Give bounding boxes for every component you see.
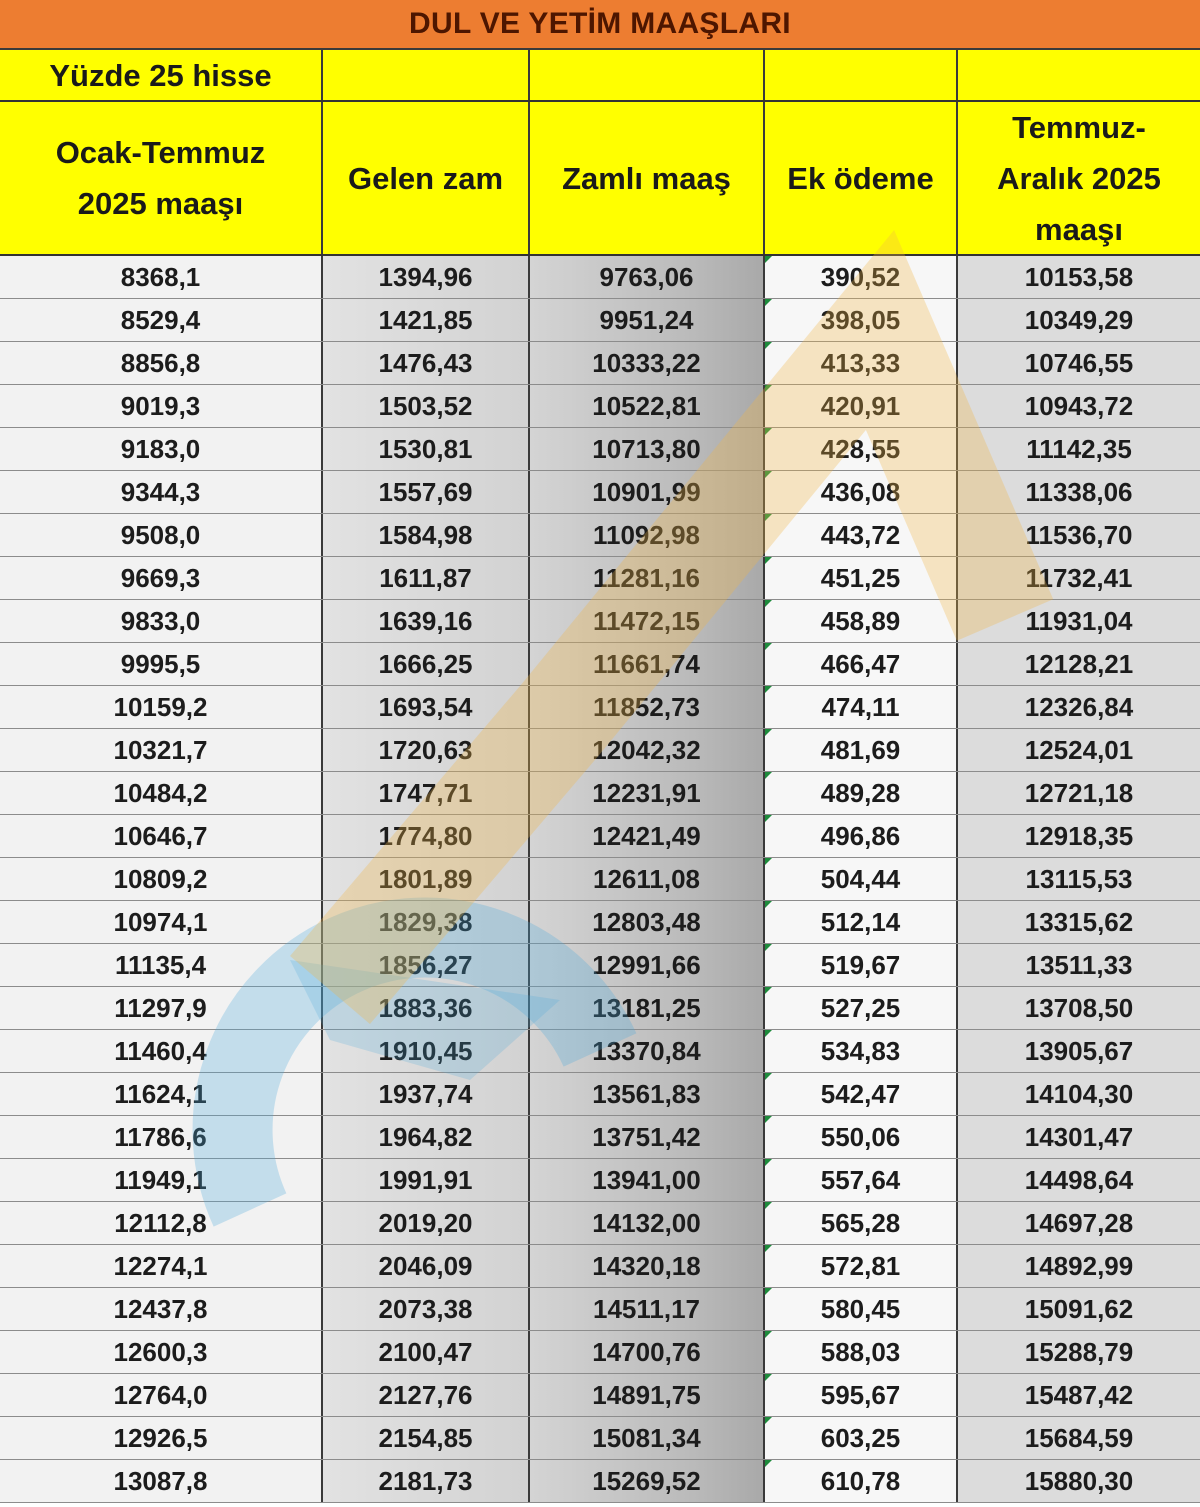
cell-ek-odeme: 398,05 <box>765 299 958 341</box>
cell-ocak-temmuz-maas: 12437,8 <box>0 1288 323 1330</box>
cell-ek-odeme: 572,81 <box>765 1245 958 1287</box>
cell-zamli-maas: 12231,91 <box>530 772 765 814</box>
cell-zamli-maas: 12991,66 <box>530 944 765 986</box>
cell-gelen-zam: 1503,52 <box>323 385 530 427</box>
cell-gelen-zam: 1611,87 <box>323 557 530 599</box>
cell-gelen-zam: 2046,09 <box>323 1245 530 1287</box>
cell-temmuz-aralik-maas: 11931,04 <box>958 600 1200 642</box>
table-row <box>0 428 1200 471</box>
table-row <box>0 1417 1200 1460</box>
table-row <box>0 557 1200 600</box>
cell-zamli-maas: 11281,16 <box>530 557 765 599</box>
cell-zamli-maas: 11472,15 <box>530 600 765 642</box>
cell-gelen-zam: 2127,76 <box>323 1374 530 1416</box>
column-header-gelen-zam: Gelen zam <box>323 102 530 254</box>
cell-ocak-temmuz-maas: 9669,3 <box>0 557 323 599</box>
cell-ocak-temmuz-maas: 13087,8 <box>0 1460 323 1502</box>
cell-temmuz-aralik-maas: 11732,41 <box>958 557 1200 599</box>
cell-ocak-temmuz-maas: 10974,1 <box>0 901 323 943</box>
cell-ek-odeme: 527,25 <box>765 987 958 1029</box>
cell-temmuz-aralik-maas: 12721,18 <box>958 772 1200 814</box>
table-row <box>0 1245 1200 1288</box>
cell-ocak-temmuz-maas: 11786,6 <box>0 1116 323 1158</box>
cell-ek-odeme: 519,67 <box>765 944 958 986</box>
table-row <box>0 815 1200 858</box>
table-row <box>0 686 1200 729</box>
cell-zamli-maas: 10901,99 <box>530 471 765 513</box>
cell-zamli-maas: 10333,22 <box>530 342 765 384</box>
cell-gelen-zam: 1856,27 <box>323 944 530 986</box>
cell-ocak-temmuz-maas: 8368,1 <box>0 256 323 298</box>
table-row <box>0 514 1200 557</box>
cell-zamli-maas: 14320,18 <box>530 1245 765 1287</box>
cell-ocak-temmuz-maas: 10159,2 <box>0 686 323 728</box>
cell-ocak-temmuz-maas: 10321,7 <box>0 729 323 771</box>
cell-ek-odeme: 451,25 <box>765 557 958 599</box>
table-row <box>0 1374 1200 1417</box>
cell-zamli-maas: 10713,80 <box>530 428 765 470</box>
cell-ocak-temmuz-maas: 12764,0 <box>0 1374 323 1416</box>
cell-zamli-maas: 10522,81 <box>530 385 765 427</box>
cell-gelen-zam: 1910,45 <box>323 1030 530 1072</box>
cell-gelen-zam: 1829,38 <box>323 901 530 943</box>
cell-zamli-maas: 12803,48 <box>530 901 765 943</box>
cell-gelen-zam: 1394,96 <box>323 256 530 298</box>
cell-gelen-zam: 1584,98 <box>323 514 530 556</box>
cell-zamli-maas: 11092,98 <box>530 514 765 556</box>
table-row <box>0 772 1200 815</box>
cell-gelen-zam: 2181,73 <box>323 1460 530 1502</box>
table-body <box>0 256 1200 1503</box>
cell-temmuz-aralik-maas: 14697,28 <box>958 1202 1200 1244</box>
table-row <box>0 1073 1200 1116</box>
cell-gelen-zam: 2100,47 <box>323 1331 530 1373</box>
table-row <box>0 729 1200 772</box>
cell-temmuz-aralik-maas: 12128,21 <box>958 643 1200 685</box>
table-row <box>0 643 1200 686</box>
cell-ek-odeme: 481,69 <box>765 729 958 771</box>
cell-ek-odeme: 413,33 <box>765 342 958 384</box>
cell-temmuz-aralik-maas: 15288,79 <box>958 1331 1200 1373</box>
column-header-ocak-temmuz-maas <box>0 102 323 254</box>
cell-ek-odeme: 436,08 <box>765 471 958 513</box>
cell-zamli-maas: 13370,84 <box>530 1030 765 1072</box>
cell-ek-odeme: 496,86 <box>765 815 958 857</box>
cell-temmuz-aralik-maas: 11536,70 <box>958 514 1200 556</box>
cell-temmuz-aralik-maas: 13905,67 <box>958 1030 1200 1072</box>
cell-zamli-maas: 13181,25 <box>530 987 765 1029</box>
cell-ek-odeme: 534,83 <box>765 1030 958 1072</box>
column-header-label: Ocak-Temmuz 2025 maaşı <box>55 135 266 221</box>
table-row <box>0 1460 1200 1503</box>
cell-zamli-maas: 12421,49 <box>530 815 765 857</box>
column-header-temmuz-aralik-maas <box>958 102 1200 254</box>
cell-zamli-maas: 14132,00 <box>530 1202 765 1244</box>
table-title: DUL VE YETİM MAAŞLARI <box>0 0 1200 50</box>
cell-gelen-zam: 1530,81 <box>323 428 530 470</box>
table-row <box>0 901 1200 944</box>
cell-ek-odeme: 428,55 <box>765 428 958 470</box>
empty-header-cell <box>323 50 530 100</box>
table-row <box>0 299 1200 342</box>
cell-ocak-temmuz-maas: 12112,8 <box>0 1202 323 1244</box>
cell-zamli-maas: 12611,08 <box>530 858 765 900</box>
cell-ek-odeme: 565,28 <box>765 1202 958 1244</box>
cell-ek-odeme: 466,47 <box>765 643 958 685</box>
cell-zamli-maas: 14891,75 <box>530 1374 765 1416</box>
cell-gelen-zam: 1720,63 <box>323 729 530 771</box>
cell-gelen-zam: 1747,71 <box>323 772 530 814</box>
cell-gelen-zam: 1421,85 <box>323 299 530 341</box>
cell-ocak-temmuz-maas: 8529,4 <box>0 299 323 341</box>
cell-temmuz-aralik-maas: 10943,72 <box>958 385 1200 427</box>
cell-ek-odeme: 542,47 <box>765 1073 958 1115</box>
table-row <box>0 1116 1200 1159</box>
table-row <box>0 342 1200 385</box>
cell-zamli-maas: 13751,42 <box>530 1116 765 1158</box>
cell-ocak-temmuz-maas: 12926,5 <box>0 1417 323 1459</box>
cell-zamli-maas: 14700,76 <box>530 1331 765 1373</box>
cell-temmuz-aralik-maas: 13708,50 <box>958 987 1200 1029</box>
table-row <box>0 1288 1200 1331</box>
share-row <box>0 50 1200 102</box>
cell-zamli-maas: 14511,17 <box>530 1288 765 1330</box>
cell-ek-odeme: 595,67 <box>765 1374 958 1416</box>
cell-gelen-zam: 2019,20 <box>323 1202 530 1244</box>
cell-ek-odeme: 557,64 <box>765 1159 958 1201</box>
cell-gelen-zam: 1639,16 <box>323 600 530 642</box>
column-header-row <box>0 102 1200 256</box>
cell-gelen-zam: 1476,43 <box>323 342 530 384</box>
share-label: Yüzde 25 hisse <box>0 50 323 100</box>
cell-temmuz-aralik-maas: 15487,42 <box>958 1374 1200 1416</box>
cell-gelen-zam: 1774,80 <box>323 815 530 857</box>
table-row <box>0 600 1200 643</box>
cell-ocak-temmuz-maas: 12274,1 <box>0 1245 323 1287</box>
cell-ocak-temmuz-maas: 11297,9 <box>0 987 323 1029</box>
cell-ek-odeme: 610,78 <box>765 1460 958 1502</box>
cell-temmuz-aralik-maas: 14498,64 <box>958 1159 1200 1201</box>
cell-temmuz-aralik-maas: 14301,47 <box>958 1116 1200 1158</box>
cell-zamli-maas: 13561,83 <box>530 1073 765 1115</box>
cell-zamli-maas: 13941,00 <box>530 1159 765 1201</box>
cell-ek-odeme: 443,72 <box>765 514 958 556</box>
table-row <box>0 385 1200 428</box>
cell-ek-odeme: 474,11 <box>765 686 958 728</box>
table-row <box>0 987 1200 1030</box>
cell-zamli-maas: 9763,06 <box>530 256 765 298</box>
cell-ek-odeme: 588,03 <box>765 1331 958 1373</box>
cell-temmuz-aralik-maas: 15684,59 <box>958 1417 1200 1459</box>
cell-ocak-temmuz-maas: 9995,5 <box>0 643 323 685</box>
cell-gelen-zam: 1693,54 <box>323 686 530 728</box>
cell-ocak-temmuz-maas: 10484,2 <box>0 772 323 814</box>
table-row <box>0 944 1200 987</box>
cell-ocak-temmuz-maas: 10646,7 <box>0 815 323 857</box>
table-row <box>0 256 1200 299</box>
cell-ek-odeme: 420,91 <box>765 385 958 427</box>
cell-ocak-temmuz-maas: 11949,1 <box>0 1159 323 1201</box>
cell-ek-odeme: 390,52 <box>765 256 958 298</box>
cell-temmuz-aralik-maas: 12524,01 <box>958 729 1200 771</box>
cell-ek-odeme: 504,44 <box>765 858 958 900</box>
cell-temmuz-aralik-maas: 12326,84 <box>958 686 1200 728</box>
cell-temmuz-aralik-maas: 13115,53 <box>958 858 1200 900</box>
column-header-label: Temmuz-Aralık 2025 maaşı <box>997 109 1161 247</box>
cell-gelen-zam: 1666,25 <box>323 643 530 685</box>
cell-ocak-temmuz-maas: 10809,2 <box>0 858 323 900</box>
cell-ocak-temmuz-maas: 11135,4 <box>0 944 323 986</box>
cell-temmuz-aralik-maas: 11142,35 <box>958 428 1200 470</box>
cell-zamli-maas: 15269,52 <box>530 1460 765 1502</box>
cell-temmuz-aralik-maas: 14104,30 <box>958 1073 1200 1115</box>
cell-ek-odeme: 512,14 <box>765 901 958 943</box>
empty-header-cell <box>530 50 765 100</box>
table-row <box>0 471 1200 514</box>
empty-header-cell <box>765 50 958 100</box>
cell-ek-odeme: 489,28 <box>765 772 958 814</box>
cell-gelen-zam: 1801,89 <box>323 858 530 900</box>
cell-ocak-temmuz-maas: 9019,3 <box>0 385 323 427</box>
cell-gelen-zam: 1557,69 <box>323 471 530 513</box>
cell-zamli-maas: 15081,34 <box>530 1417 765 1459</box>
cell-ek-odeme: 603,25 <box>765 1417 958 1459</box>
cell-gelen-zam: 1964,82 <box>323 1116 530 1158</box>
cell-zamli-maas: 9951,24 <box>530 299 765 341</box>
cell-temmuz-aralik-maas: 10153,58 <box>958 256 1200 298</box>
table-row <box>0 1202 1200 1245</box>
cell-ocak-temmuz-maas: 11624,1 <box>0 1073 323 1115</box>
cell-ocak-temmuz-maas: 9183,0 <box>0 428 323 470</box>
table-row <box>0 1159 1200 1202</box>
cell-ek-odeme: 580,45 <box>765 1288 958 1330</box>
cell-zamli-maas: 11661,74 <box>530 643 765 685</box>
cell-gelen-zam: 1883,36 <box>323 987 530 1029</box>
cell-temmuz-aralik-maas: 11338,06 <box>958 471 1200 513</box>
cell-temmuz-aralik-maas: 10349,29 <box>958 299 1200 341</box>
cell-temmuz-aralik-maas: 14892,99 <box>958 1245 1200 1287</box>
cell-zamli-maas: 12042,32 <box>530 729 765 771</box>
cell-ocak-temmuz-maas: 9833,0 <box>0 600 323 642</box>
cell-temmuz-aralik-maas: 12918,35 <box>958 815 1200 857</box>
cell-gelen-zam: 2073,38 <box>323 1288 530 1330</box>
cell-gelen-zam: 1937,74 <box>323 1073 530 1115</box>
cell-ocak-temmuz-maas: 9508,0 <box>0 514 323 556</box>
cell-ocak-temmuz-maas: 11460,4 <box>0 1030 323 1072</box>
column-header-zamli-maas: Zamlı maaş <box>530 102 765 254</box>
table-row <box>0 858 1200 901</box>
column-header-ek-odeme: Ek ödeme <box>765 102 958 254</box>
cell-temmuz-aralik-maas: 10746,55 <box>958 342 1200 384</box>
cell-ek-odeme: 458,89 <box>765 600 958 642</box>
cell-temmuz-aralik-maas: 15091,62 <box>958 1288 1200 1330</box>
cell-temmuz-aralik-maas: 13315,62 <box>958 901 1200 943</box>
cell-temmuz-aralik-maas: 15880,30 <box>958 1460 1200 1502</box>
cell-gelen-zam: 2154,85 <box>323 1417 530 1459</box>
cell-ocak-temmuz-maas: 12600,3 <box>0 1331 323 1373</box>
table-row <box>0 1331 1200 1374</box>
cell-zamli-maas: 11852,73 <box>530 686 765 728</box>
cell-ocak-temmuz-maas: 9344,3 <box>0 471 323 513</box>
cell-gelen-zam: 1991,91 <box>323 1159 530 1201</box>
table-row <box>0 1030 1200 1073</box>
cell-ocak-temmuz-maas: 8856,8 <box>0 342 323 384</box>
cell-ek-odeme: 550,06 <box>765 1116 958 1158</box>
cell-temmuz-aralik-maas: 13511,33 <box>958 944 1200 986</box>
empty-header-cell <box>958 50 1200 100</box>
